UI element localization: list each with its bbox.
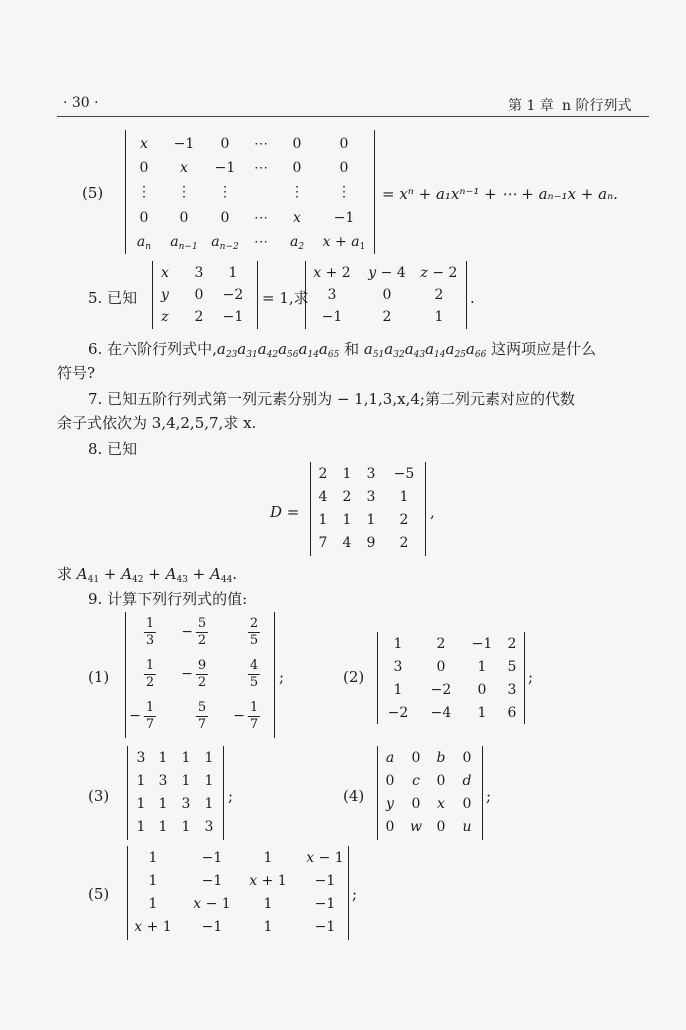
determinant-cell: −1 — [314, 919, 336, 935]
determinant-cell: 1 — [158, 819, 168, 835]
problem9-2-end: ; — [528, 668, 534, 686]
problem6-text1: 6. 在六阶行列式中, — [88, 340, 217, 358]
problem9-1-determinant — [125, 612, 275, 738]
problem6-term2: $a_{51}a_{32}a_{43}a_{14}a_{25}a_{66}$ — [363, 340, 487, 360]
numerator: 1 — [249, 700, 259, 715]
problem9-5-determinant — [127, 846, 349, 940]
determinant-cell: 0 — [220, 136, 230, 152]
determinant-cell: 3 — [366, 466, 376, 482]
problem8-tail: , — [430, 503, 435, 521]
determinant-cell: ⋯ — [254, 136, 268, 152]
problem5-end: . — [470, 289, 475, 307]
determinant-cell: 1 — [204, 750, 214, 766]
determinant-cell: 7 — [318, 535, 328, 551]
fraction-sign: − — [181, 624, 193, 640]
determinant-cell: u — [462, 819, 472, 835]
determinant-cell: 0 — [462, 750, 472, 766]
denominator: 2 — [197, 675, 207, 690]
determinant-cell: 0 — [139, 160, 149, 176]
determinant-cell: −1 — [201, 919, 223, 935]
determinant-cell: ⋮ — [218, 184, 232, 200]
problem4-5-determinant — [125, 130, 375, 254]
problem8-determinant — [310, 462, 426, 556]
page-number: · 30 · — [63, 95, 99, 111]
determinant-cell: 0 — [385, 773, 395, 789]
determinant-cell: 0 — [292, 160, 302, 176]
denominator: 7 — [145, 717, 155, 732]
determinant-cell: 1 — [204, 773, 214, 789]
problem9-3-end: ; — [228, 787, 234, 805]
determinant-cell: $a_{n-2}$ — [211, 234, 239, 252]
determinant-cell: −1 — [314, 873, 336, 889]
determinant-cell: −1 — [201, 850, 223, 866]
determinant-cell: a — [385, 750, 395, 766]
problem9-4-determinant — [377, 746, 483, 840]
problem8-intro: 8. 已知 — [88, 440, 138, 458]
determinant-cell: 0 — [436, 773, 446, 789]
problem4-5-rhs: = xⁿ + a₁xⁿ⁻¹ + ⋯ + aₙ₋₁x + aₙ. — [382, 185, 618, 203]
problem9-3-determinant — [127, 746, 224, 840]
denominator: 2 — [145, 675, 155, 690]
problem5-determinant-1 — [152, 261, 258, 329]
determinant-cell: 0 — [220, 210, 230, 226]
determinant-cell: 1 — [158, 796, 168, 812]
determinant-cell: 0 — [477, 682, 487, 698]
problem9-4-end: ; — [486, 787, 492, 805]
determinant-cell: ⋯ — [254, 210, 268, 226]
determinant-cell: −1 — [314, 896, 336, 912]
determinant-cell: 2 — [399, 535, 409, 551]
determinant-cell: 1 — [136, 796, 146, 812]
determinant-cell: y — [161, 287, 169, 303]
determinant-cell: 0 — [436, 659, 446, 675]
determinant-cell: x − 1 — [306, 850, 344, 866]
problem7-line2: 余子式依次为 3,4,2,5,7,求 x. — [57, 414, 257, 432]
denominator: 7 — [249, 717, 259, 732]
problem6-line1 — [88, 338, 596, 360]
chapter-number: 第 1 章 — [508, 98, 554, 114]
determinant-cell: −2 — [430, 682, 452, 698]
determinant-cell: −1 — [471, 636, 493, 652]
determinant-cell: 1 — [318, 512, 328, 528]
determinant-cell: 6 — [507, 705, 517, 721]
determinant-cell: ⋮ — [337, 184, 351, 200]
problem6-text2: 这两项应是什么 — [491, 340, 597, 358]
fraction — [144, 616, 156, 649]
determinant-cell: 2 — [436, 636, 446, 652]
numerator: 1 — [145, 700, 155, 715]
determinant-cell: −2 — [222, 287, 244, 303]
determinant-cell: 3 — [181, 796, 191, 812]
fraction-sign: − — [233, 708, 245, 724]
determinant-cell: ⋯ — [254, 160, 268, 176]
determinant-cell: 0 — [382, 287, 392, 303]
determinant-cell: 1 — [204, 796, 214, 812]
determinant-cell: x — [437, 796, 445, 812]
determinant-cell: 0 — [139, 210, 149, 226]
determinant-cell: ⋯ — [254, 234, 268, 250]
determinant-cell: 2 — [507, 636, 517, 652]
determinant-cell: ⋮ — [290, 184, 304, 200]
problem5-middle: = 1,求 — [262, 289, 309, 307]
determinant-cell: x + 1 — [249, 873, 287, 889]
problem7-line1: 7. 已知五阶行列式第一列元素分别为 − 1,1,3,x,4;第二列元素对应的代数 — [88, 390, 575, 408]
numerator: 2 — [249, 616, 259, 631]
determinant-cell: z — [161, 309, 169, 325]
problem6-line2: 符号? — [57, 364, 96, 382]
determinant-cell: $x + a_1$ — [322, 234, 366, 252]
determinant-cell: 0 — [194, 287, 204, 303]
determinant-cell: 1 — [393, 636, 403, 652]
problem9-2-determinant — [377, 632, 525, 724]
determinant-cell: x — [140, 136, 148, 152]
determinant-cell: x — [180, 160, 188, 176]
fraction — [248, 658, 260, 691]
numerator: 1 — [145, 658, 155, 673]
denominator: 5 — [249, 675, 259, 690]
determinant-cell: 1 — [366, 512, 376, 528]
determinant-cell: 3 — [136, 750, 146, 766]
determinant-cell: y − 4 — [368, 265, 406, 281]
determinant-cell: 3 — [158, 773, 168, 789]
determinant-cell: 0 — [462, 796, 472, 812]
numerator: 4 — [249, 658, 259, 673]
determinant-cell: 0 — [179, 210, 189, 226]
determinant-cell: 1 — [148, 850, 158, 866]
fraction-sign: − — [181, 666, 193, 682]
header-rule — [57, 116, 649, 117]
determinant-cell: −1 — [333, 210, 355, 226]
determinant-cell: 2 — [318, 466, 328, 482]
determinant-cell: ⋮ — [177, 184, 191, 200]
determinant-cell: 3 — [507, 682, 517, 698]
determinant-cell: b — [436, 750, 446, 766]
determinant-cell: −4 — [430, 705, 452, 721]
determinant-cell: 1 — [342, 512, 352, 528]
fraction — [196, 700, 208, 733]
fraction — [196, 658, 208, 691]
numerator: 9 — [197, 658, 207, 673]
problem5-determinant-2 — [305, 261, 467, 329]
determinant-cell: 1 — [263, 896, 273, 912]
determinant-cell: $a_n$ — [136, 234, 152, 252]
determinant-cell: w — [410, 819, 422, 835]
determinant-cell: x — [293, 210, 301, 226]
problem4-5-label: (5) — [82, 184, 104, 202]
determinant-cell: c — [412, 773, 420, 789]
problem9-intro: 9. 计算下列行列式的值: — [88, 590, 248, 608]
determinant-cell: 2 — [194, 309, 204, 325]
determinant-cell: −5 — [393, 466, 415, 482]
determinant-cell: 0 — [411, 750, 421, 766]
fraction — [144, 658, 156, 691]
determinant-cell: x − 1 — [193, 896, 231, 912]
determinant-cell: 1 — [148, 873, 158, 889]
determinant-cell: z − 2 — [420, 265, 458, 281]
determinant-cell: 0 — [411, 796, 421, 812]
determinant-cell: 0 — [292, 136, 302, 152]
determinant-cell: $a_2$ — [289, 234, 305, 252]
determinant-cell: −1 — [201, 873, 223, 889]
determinant-cell: y — [386, 796, 394, 812]
problem6-term1: $a_{23}a_{31}a_{42}a_{56}a_{14}a_{65}$ — [216, 340, 340, 360]
determinant-cell: 2 — [434, 287, 444, 303]
determinant-cell: −1 — [173, 136, 195, 152]
fraction — [248, 616, 260, 649]
determinant-cell: 1 — [393, 682, 403, 698]
problem9-5-end: ; — [352, 885, 358, 903]
determinant-cell: 4 — [318, 489, 328, 505]
fraction — [248, 700, 260, 733]
determinant-cell: 1 — [148, 896, 158, 912]
determinant-cell: 2 — [342, 489, 352, 505]
problem8-ask: 求 $A_{41} + A_{42} + A_{43} + A_{44}$. — [57, 565, 238, 585]
numerator: 1 — [145, 616, 155, 631]
chapter-title: n 阶行列式 — [562, 98, 632, 114]
problem9-3-label: (3) — [88, 787, 110, 805]
determinant-cell: $a_{n-1}$ — [170, 234, 198, 252]
determinant-cell: 1 — [228, 265, 238, 281]
denominator: 5 — [249, 633, 259, 648]
determinant-cell: −1 — [222, 309, 244, 325]
numerator: 5 — [197, 700, 207, 715]
problem9-1-end: ; — [279, 668, 285, 686]
determinant-cell: 3 — [366, 489, 376, 505]
fraction — [144, 700, 156, 733]
determinant-cell: 1 — [263, 850, 273, 866]
determinant-cell: 1 — [181, 773, 191, 789]
determinant-cell: 0 — [436, 819, 446, 835]
problem9-4-label: (4) — [343, 787, 365, 805]
determinant-cell: 1 — [181, 750, 191, 766]
determinant-cell: 1 — [158, 750, 168, 766]
fraction — [196, 616, 208, 649]
problem8-lhs: D = — [270, 503, 300, 521]
determinant-cell: 9 — [366, 535, 376, 551]
determinant-cell: 3 — [327, 287, 337, 303]
determinant-cell: 1 — [399, 489, 409, 505]
determinant-cell: 3 — [393, 659, 403, 675]
problem9-5-label: (5) — [88, 885, 110, 903]
determinant-cell: 3 — [194, 265, 204, 281]
determinant-cell: 0 — [339, 160, 349, 176]
determinant-cell: 1 — [434, 309, 444, 325]
determinant-cell: 0 — [339, 136, 349, 152]
determinant-cell: 5 — [507, 659, 517, 675]
determinant-cell: 2 — [382, 309, 392, 325]
fraction-sign: − — [129, 708, 141, 724]
determinant-cell: 0 — [385, 819, 395, 835]
denominator: 2 — [197, 633, 207, 648]
determinant-cell: d — [462, 773, 472, 789]
determinant-cell: x + 2 — [313, 265, 351, 281]
numerator: 5 — [197, 616, 207, 631]
determinant-cell: −1 — [321, 309, 343, 325]
determinant-cell: x + 1 — [134, 919, 172, 935]
determinant-cell: 1 — [263, 919, 273, 935]
determinant-cell: −2 — [387, 705, 409, 721]
determinant-cell: 1 — [477, 705, 487, 721]
determinant-cell: 4 — [342, 535, 352, 551]
determinant-cell: 2 — [399, 512, 409, 528]
determinant-cell: 1 — [136, 773, 146, 789]
denominator: 7 — [197, 717, 207, 732]
denominator: 3 — [145, 633, 155, 648]
determinant-cell: 1 — [477, 659, 487, 675]
problem6-mid: 和 — [344, 340, 360, 358]
determinant-cell: −1 — [214, 160, 236, 176]
determinant-cell: 1 — [136, 819, 146, 835]
determinant-cell: ⋮ — [137, 184, 151, 200]
problem5-label: 5. 已知 — [88, 289, 138, 307]
determinant-cell: 3 — [204, 819, 214, 835]
problem9-1-label: (1) — [88, 668, 110, 686]
determinant-cell: x — [161, 265, 169, 281]
determinant-cell: 1 — [342, 466, 352, 482]
determinant-cell: 1 — [181, 819, 191, 835]
problem9-2-label: (2) — [343, 668, 365, 686]
